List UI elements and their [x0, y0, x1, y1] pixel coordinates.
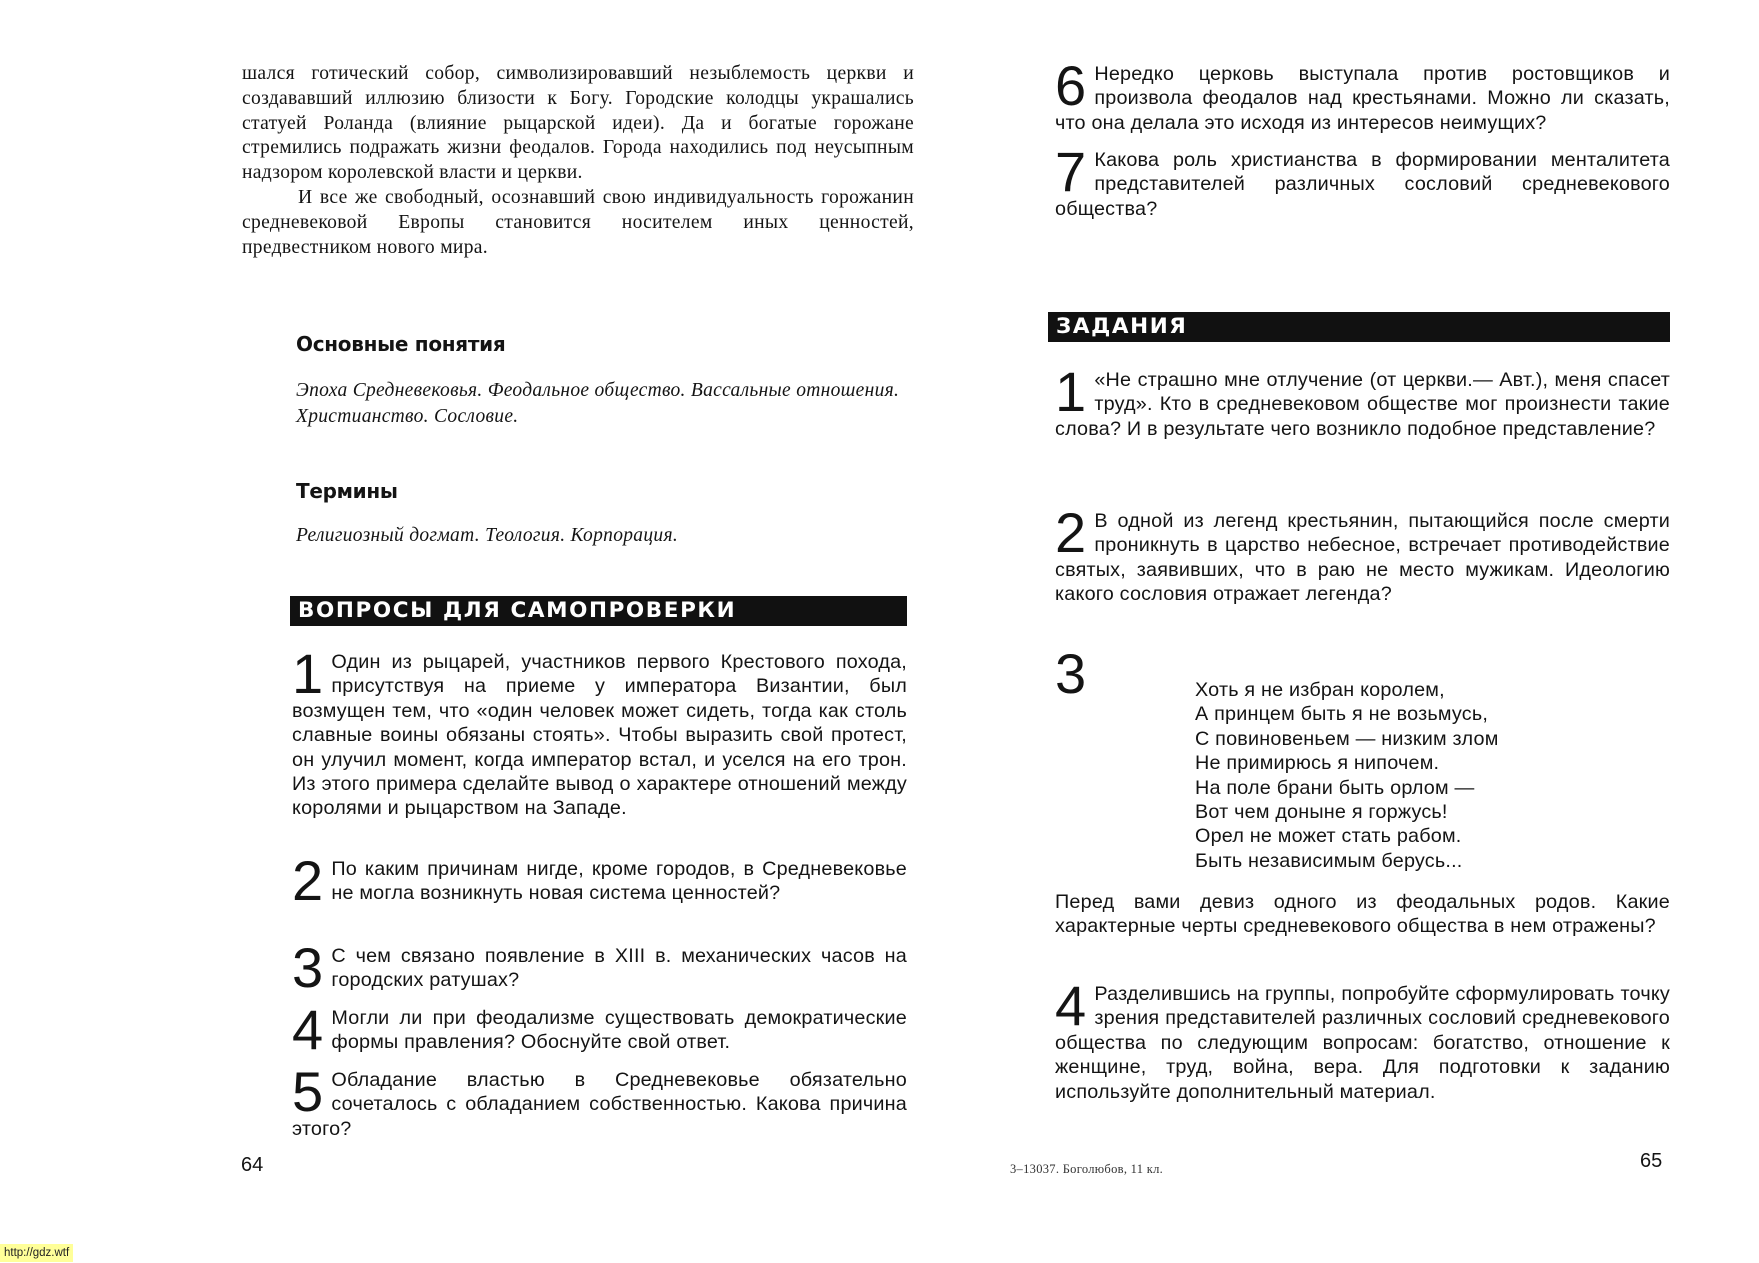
question-number: 3 [292, 936, 324, 999]
question-number: 2 [292, 849, 324, 912]
task-number: 4 [1055, 974, 1087, 1037]
poem-line: На поле брани быть орлом — [1195, 776, 1475, 799]
question-item [1055, 140, 1670, 221]
right-page [880, 0, 1759, 1263]
task-number: 3 [1055, 642, 1087, 705]
page-number: 64 [241, 1154, 264, 1176]
task-number: 2 [1055, 501, 1087, 564]
task-item [1055, 501, 1670, 607]
question-item [1055, 54, 1670, 135]
tasks-heading: ЗАДАНИЯ [1056, 314, 1188, 339]
concepts-heading: Основные понятия [296, 332, 506, 356]
poem-line: А принцем быть я не возьмусь, [1195, 703, 1489, 726]
poem-line: Быть независимым берусь... [1195, 849, 1463, 872]
terms-text: Религиозный догмат. Теология. Корпорация. [296, 525, 678, 546]
question-text: Какова роль христианства в формировании менталитета представителей различных сословий средневекового общества? [1055, 149, 1670, 220]
question-item [292, 849, 907, 912]
poem-line: Орел не может стать рабом. [1195, 825, 1462, 848]
task-item [1055, 360, 1670, 441]
concepts-text: Эпоха Средневековья. Феодальное общество. Вассальные отношения. Христианство. Сословие. [296, 380, 900, 427]
question-number: 5 [292, 1060, 324, 1123]
questions-heading: ВОПРОСЫ ДЛЯ САМОПРОВЕРКИ [298, 598, 737, 623]
question-item [292, 998, 907, 1061]
task-text: «Не страшно мне отлучение (от церкви.— Авт.), меня спасет труд». Кто в средневековом обществе мог произнести такие слова? И в результате чего возникло подобное представление? [1055, 369, 1670, 440]
page-number: 65 [1640, 1150, 1663, 1172]
task-number: 1 [1055, 360, 1087, 423]
question-item [292, 936, 907, 999]
poem-line: Не примирюсь я нипочем. [1195, 752, 1440, 775]
question-text: Обладание властью в Средневековье обязательно сочеталось с обладанием собственностью. Какова причина этого? [292, 1069, 907, 1140]
watermark-link[interactable]: http://gdz.wtf [0, 1244, 73, 1262]
task-text: Перед вами девиз одного из феодальных родов. Какие характерные черты средневекового общества в нем отражены? [1055, 891, 1670, 938]
question-number: 1 [292, 642, 324, 705]
poem-line: Вот чем доныне я горжусь! [1195, 801, 1448, 824]
body-paragraph: шался готический собор, символизировавший незыблемость церкви и создававший иллюзию близости к Богу. Городские колодцы украшались статуей Роланда (влияние рыцарской идеи). Да и богатые горожане стремились подражать жизни феодалов. Города находились под неусыпным надзором королевской власти и церкви. [242, 63, 914, 184]
terms-heading: Термины [296, 479, 398, 503]
question-text: По каким причинам нигде, кроме городов, в Средневековье не могла возникнуть новая система ценностей? [331, 858, 907, 905]
task-text: Разделившись на группы, попробуйте сформулировать точку зрения представителей различных сословий средневекового общества по следующим вопросам: богатство, отношение к женщине, труд, война, вера. Для подготовки к заданию используйте дополнительный материал. [1055, 983, 1670, 1103]
body-paragraph: И все же свободный, осознавший свою индивидуальность горожанин средневековой Европы становится носителем иных ценностей, предвестником нового мира. [242, 186, 914, 258]
task-text: В одной из легенд крестьянин, пытающийся после смерти проникнуть в царство небесное, встречает противодействие святых, заявивших, что в раю не место мужикам. Идеологию какого сословия отражает легенда? [1055, 510, 1670, 606]
question-text: Могли ли при феодализме существовать демократические формы правления? Обоснуйте свой ответ. [331, 1007, 907, 1054]
question-text: Нередко церковь выступала против ростовщиков и произвола феодалов над крестьянами. Можно ли сказать, что она делала это исходя из интересов неимущих? [1055, 63, 1670, 134]
task-item [1055, 974, 1670, 1104]
question-text: С чем связано появление в XIII в. механических часов на городских ратушах? [331, 945, 907, 992]
question-item [292, 1060, 907, 1141]
tasks-heading-bar [1048, 312, 1670, 342]
question-number: 6 [1055, 54, 1087, 117]
questions-heading-bar [290, 596, 907, 626]
question-item [292, 642, 907, 821]
question-number: 7 [1055, 140, 1087, 203]
poem-line: С повиновеньем — низким злом [1195, 727, 1499, 750]
poem-line: Хоть я не избран королем, [1195, 679, 1445, 701]
body-text [242, 62, 914, 260]
question-text: Один из рыцарей, участников первого Крестового похода, присутствуя на приеме у императора Византии, был возмущен тем, что «один человек может сидеть, тогда как столь славные воины обязаны стоять». Чтобы выразить свой протест, он улучил момент, когда император встал, и уселся на его трон. Из этого примера сделайте вывод о характере отношений между королями и рыцарством на Западе. [292, 651, 907, 820]
question-number: 4 [292, 998, 324, 1061]
poem [1195, 678, 1499, 873]
task-item [1055, 642, 1115, 705]
footnote: 3–13037. Боголюбов, 11 кл. [1010, 1162, 1164, 1176]
